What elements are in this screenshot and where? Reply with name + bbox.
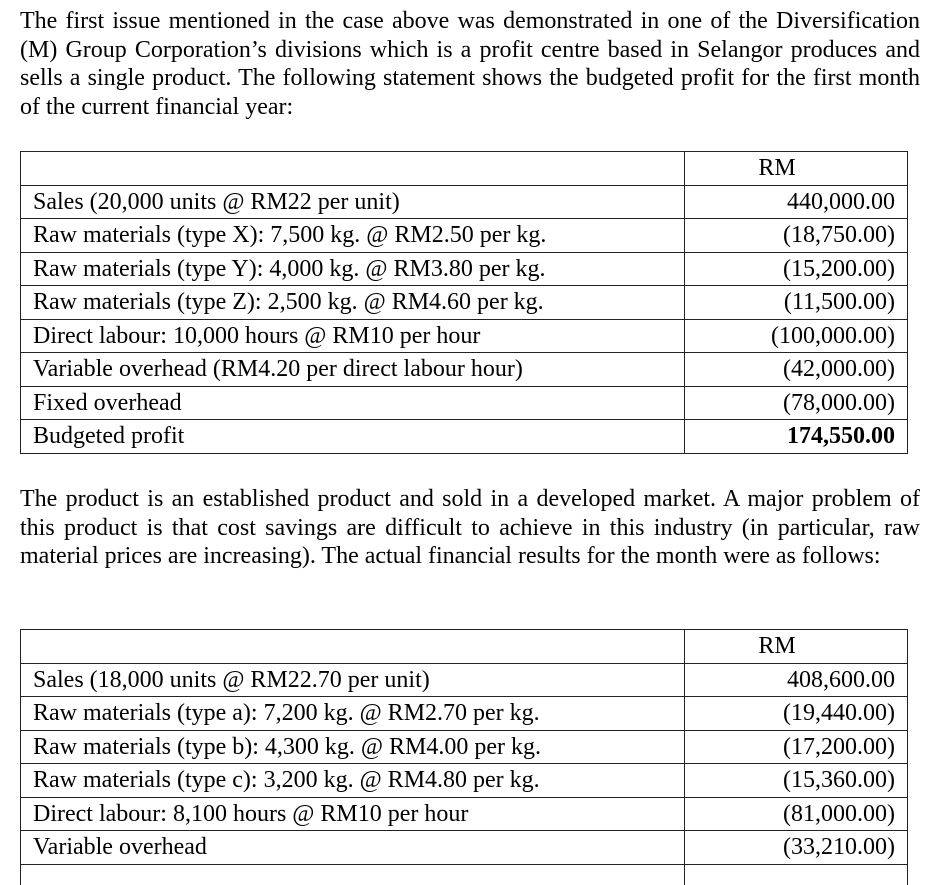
table-header-row <box>21 152 908 186</box>
row-amount: (78,000.00) <box>685 386 908 420</box>
row-amount: (33,210.00) <box>685 831 908 865</box>
budgeted-profit-table <box>20 151 908 454</box>
row-label: Variable overhead <box>21 831 685 865</box>
table-row <box>21 252 908 286</box>
table-row-cut-off <box>21 864 908 885</box>
row-label: Raw materials (type b): 4,300 kg. @ RM4.00 per kg. <box>21 730 685 764</box>
row-label: Direct labour: 10,000 hours @ RM10 per hour <box>21 319 685 353</box>
table-row <box>21 353 908 387</box>
budgeted-profit-amount: 174,550.00 <box>685 420 908 454</box>
row-amount: (17,200.00) <box>685 730 908 764</box>
row-label: Raw materials (type c): 3,200 kg. @ RM4.80 per kg. <box>21 764 685 798</box>
table-row <box>21 286 908 320</box>
table-row <box>21 663 908 697</box>
budgeted-profit-row <box>21 420 908 454</box>
table-row <box>21 797 908 831</box>
row-label: Sales (18,000 units @ RM22.70 per unit) <box>21 663 685 697</box>
cut-off-cell <box>685 864 908 885</box>
table-row <box>21 319 908 353</box>
actual-results-table <box>20 629 908 885</box>
currency-header: RM <box>685 152 908 186</box>
table-header-row <box>21 630 908 664</box>
row-label: Direct labour: 8,100 hours @ RM10 per hour <box>21 797 685 831</box>
row-label: Raw materials (type X): 7,500 kg. @ RM2.50 per kg. <box>21 219 685 253</box>
row-amount: 408,600.00 <box>685 663 908 697</box>
row-label: Raw materials (type a): 7,200 kg. @ RM2.70 per kg. <box>21 697 685 731</box>
row-amount: (100,000.00) <box>685 319 908 353</box>
row-label: Fixed overhead <box>21 386 685 420</box>
row-amount: (81,000.00) <box>685 797 908 831</box>
row-amount: (19,440.00) <box>685 697 908 731</box>
table-row <box>21 730 908 764</box>
actual-results-paragraph: The product is an established product and sold in a developed market. A major problem of this product is that cost savings are difficult to achieve in this industry (in particular, raw material prices are increasing). The actual financial results for the month were as follows: <box>20 486 920 569</box>
header-blank-cell <box>21 152 685 186</box>
cut-off-cell <box>21 864 685 885</box>
table-row <box>21 831 908 865</box>
table-row <box>21 219 908 253</box>
row-amount: (18,750.00) <box>685 219 908 253</box>
header-blank-cell <box>21 630 685 664</box>
table-row <box>21 697 908 731</box>
row-amount: (11,500.00) <box>685 286 908 320</box>
row-amount: (15,360.00) <box>685 764 908 798</box>
intro-paragraph: The first issue mentioned in the case above was demonstrated in one of the Diversification (M) Group Corporation’s divisions which is a profit centre based in Selangor produces and sells a single product. The following statement shows the budgeted profit for the first month of the current financial year: <box>20 8 920 120</box>
row-amount: 440,000.00 <box>685 185 908 219</box>
table-row <box>21 764 908 798</box>
row-amount: (42,000.00) <box>685 353 908 387</box>
currency-header: RM <box>685 630 908 664</box>
row-label: Sales (20,000 units @ RM22 per unit) <box>21 185 685 219</box>
row-label: Budgeted profit <box>21 420 685 454</box>
row-label: Raw materials (type Z): 2,500 kg. @ RM4.60 per kg. <box>21 286 685 320</box>
table-row <box>21 185 908 219</box>
row-label: Raw materials (type Y): 4,000 kg. @ RM3.80 per kg. <box>21 252 685 286</box>
table-row <box>21 386 908 420</box>
row-amount: (15,200.00) <box>685 252 908 286</box>
row-label: Variable overhead (RM4.20 per direct labour hour) <box>21 353 685 387</box>
